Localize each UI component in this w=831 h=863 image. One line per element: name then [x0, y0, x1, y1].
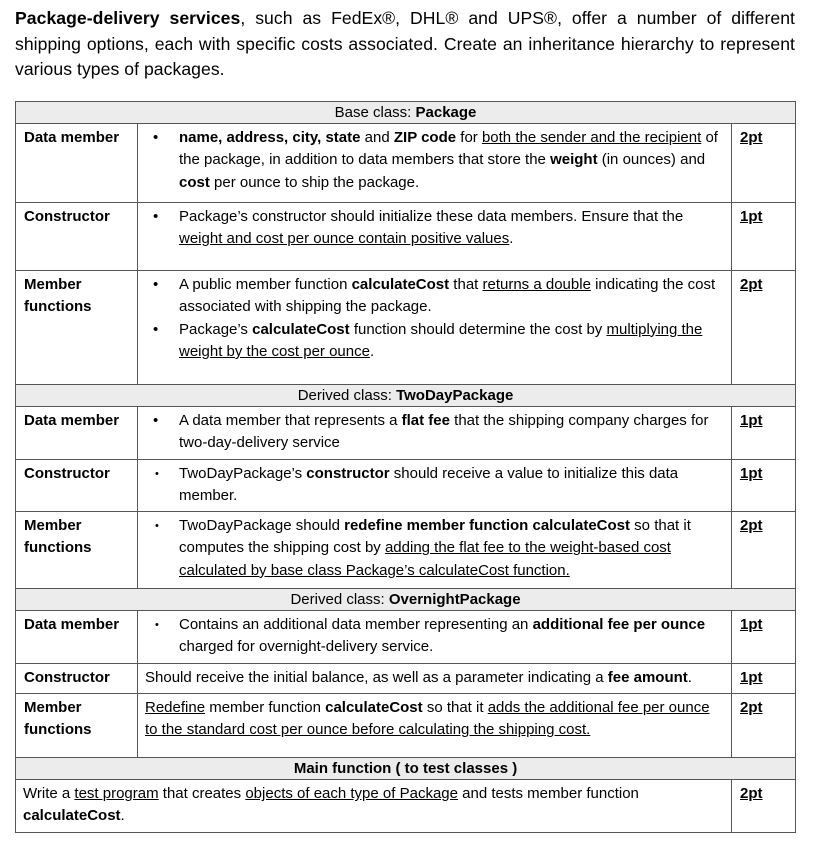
- section-header-main: [16, 758, 796, 780]
- list-item: • Package’s calculateCost function should determine the cost by multiplying the weight by the cost per ounce.: [145, 319, 724, 364]
- row-points: 2pt: [732, 124, 796, 203]
- table-row: [16, 407, 796, 460]
- main-header: Main function ( to test classes ): [16, 758, 796, 780]
- list-item: • A public member function calculateCost that returns a double indicating the cost associated with shipping the package.: [145, 274, 724, 319]
- row-label: Data member: [16, 124, 138, 203]
- row-points: 1pt: [732, 611, 796, 664]
- table-row: [16, 694, 796, 758]
- list-item: • TwoDayPackage should redefine member function calculateCost so that it computes the shipping cost by adding the flat fee to the weight-based cost calculated by base class Package’s calculateCost function.: [145, 515, 724, 582]
- twoday-header-prefix: Derived class:: [297, 387, 397, 404]
- overnight-header-name: OvernightPackage: [388, 591, 521, 609]
- list-item: • Contains an additional data member representing an additional fee per ounce charged for overnight-delivery service.: [145, 614, 724, 659]
- row-description: Redefine member function calculateCost so that it adds the additional fee per ounce to the standard cost per ounce before calculating the shipping cost.: [138, 694, 732, 758]
- row-description: [138, 512, 732, 589]
- table-row: [16, 271, 796, 385]
- row-label: Data member: [16, 407, 138, 460]
- row-label: Data member: [16, 611, 138, 664]
- row-label: Member functions: [16, 694, 138, 758]
- base-header-name: Package: [415, 104, 477, 121]
- list-item: • name, address, city, state and ZIP code for both the sender and the recipient of the package, in addition to data members that store the weight (in ounces) and cost per ounce to ship the package.: [145, 127, 724, 194]
- row-description: [138, 124, 732, 203]
- row-description: [138, 407, 732, 460]
- document-page: [0, 0, 831, 83]
- section-header-base: [16, 102, 796, 124]
- table-row: [16, 780, 796, 833]
- row-label: Constructor: [16, 459, 138, 512]
- row-points: 2pt: [732, 694, 796, 758]
- row-points: 2pt: [732, 512, 796, 589]
- row-description: [138, 203, 732, 271]
- row-label: Constructor: [16, 663, 138, 693]
- row-points: 1pt: [732, 203, 796, 271]
- intro-body: , such as FedEx®, DHL® and UPS®, offer a number of different shipping options, each with specific costs associated. Create an inheritance hierarchy to represent various types of packages.: [15, 8, 795, 79]
- row-description: [138, 611, 732, 664]
- base-header-prefix: Base class:: [334, 104, 416, 121]
- row-points: 2pt: [732, 271, 796, 385]
- intro-lead: Package-delivery services: [15, 8, 241, 28]
- overnight-header-prefix: Derived class:: [290, 591, 389, 609]
- intro-paragraph: [15, 6, 795, 83]
- row-label: Member functions: [16, 271, 138, 385]
- row-description: [138, 459, 732, 512]
- section-header-twoday: [16, 385, 796, 407]
- list-item: • A data member that represents a flat fee that the shipping company charges for two-day-delivery service: [145, 410, 724, 455]
- row-points: 2pt: [732, 780, 796, 833]
- table-row: [16, 124, 796, 203]
- row-label: Constructor: [16, 203, 138, 271]
- list-item: • TwoDayPackage’s constructor should receive a value to initialize this data member.: [145, 463, 724, 508]
- row-points: 1pt: [732, 407, 796, 460]
- section-header-overnight: [16, 589, 796, 611]
- table-row: [16, 663, 796, 693]
- requirements-table: [15, 101, 796, 833]
- row-points: 1pt: [732, 459, 796, 512]
- table-row: [16, 203, 796, 271]
- row-label: Member functions: [16, 512, 138, 589]
- row-points: 1pt: [732, 663, 796, 693]
- main-description: Write a test program that creates objects of each type of Package and tests member function calculateCost.: [16, 780, 732, 833]
- row-description: Should receive the initial balance, as well as a parameter indicating a fee amount.: [138, 663, 732, 693]
- table-row: [16, 459, 796, 512]
- twoday-header-name: TwoDayPackage: [396, 387, 514, 404]
- list-item: • Package’s constructor should initialize these data members. Ensure that the weight and cost per ounce contain positive values.: [145, 206, 724, 251]
- row-description: [138, 271, 732, 385]
- table-row: [16, 611, 796, 664]
- table-row: [16, 512, 796, 589]
